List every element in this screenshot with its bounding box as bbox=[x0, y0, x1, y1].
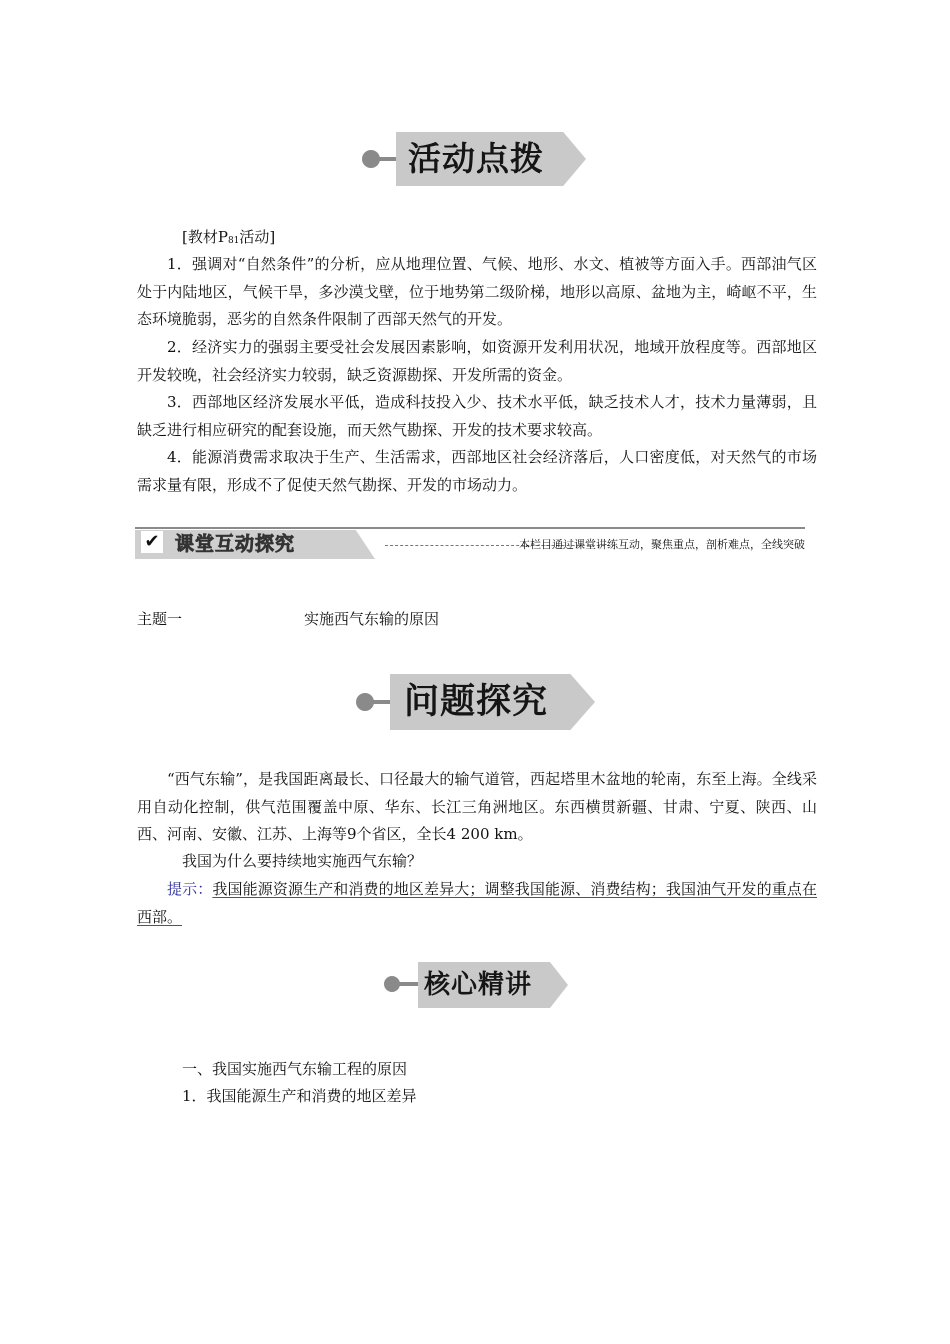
banner-core bbox=[384, 962, 574, 1008]
banner-activity bbox=[362, 132, 592, 186]
activity-source: [教材$P_{81}$活动] bbox=[182, 228, 276, 246]
section-note: 本栏目通过课堂讲练互动，聚焦重点，剖析难点，全线突破 bbox=[519, 538, 805, 551]
question-intro: “西气东输”，是我国距离最长、口径最大的输气道管，西起塔里木盆地的轮南，东至上海。全线采用自动化控制，供气范围覆盖中原、华东、长江三角洲地区。东西横贯新疆、甘肃、宁夏、陕西、山西、河南、安徽、江苏、上海等9个省区，全长4 200 km。 bbox=[137, 770, 817, 843]
banner-label: 核心精讲 bbox=[424, 970, 533, 1000]
activity-paragraph-1: 1．强调对“自然条件”的分析，应从地理位置、气候、地形、水文、植被等方面入手。西部油气区处于内陆地区，气候干旱，多沙漠戈壁，位于地势第二级阶梯，地形以高原、盆地为主，崎岖不平，生态环境脆弱，恶劣的自然条件限制了西部天然气的开发。 bbox=[137, 255, 817, 328]
core-subheading: 1．我国能源生产和消费的地区差异 bbox=[182, 1087, 417, 1105]
core-heading: 一、我国实施西气东输工程的原因 bbox=[182, 1060, 408, 1078]
hint-text: 我国能源资源生产和消费的地区差异大；调整我国能源、消费结构；我国油气开发的重点在西部。 bbox=[137, 880, 817, 926]
activity-paragraph-2: 2．经济实力的强弱主要受社会发展因素影响，如资源开发利用状况，地域开放程度等。西部地区开发较晚，社会经济实力较弱，缺乏资源勘探、开发所需的资金。 bbox=[137, 338, 817, 384]
activity-paragraph-4: 4．能源消费需求取决于生产、生活需求，西部地区社会经济落后，人口密度低，对天然气的市场需求量有限，形成不了促使天然气勘探、开发的市场动力。 bbox=[137, 448, 817, 494]
banner-label: 问题探究 bbox=[404, 682, 549, 722]
section-title: 课堂互动探究 bbox=[175, 533, 296, 555]
banner-label: 活动点拨 bbox=[408, 139, 544, 178]
checkmark-icon: ✔ bbox=[141, 531, 163, 553]
section-bar bbox=[135, 527, 805, 559]
section-rule bbox=[135, 527, 805, 529]
question-ask: 我国为什么要持续地实施西气东输？ bbox=[182, 852, 423, 870]
topic-label: 主题一 bbox=[137, 610, 183, 628]
hint-label: 提示： bbox=[167, 880, 213, 898]
banner-question bbox=[356, 674, 596, 730]
question-hint bbox=[137, 876, 817, 931]
topic-title: 实施西气东输的原因 bbox=[304, 610, 440, 628]
activity-paragraph-3: 3．西部地区经济发展水平低，造成科技投入少、技术水平低，缺乏技术人才，技术力量薄弱，且缺乏进行相应研究的配套设施，而天然气勘探、开发的技术要求较高。 bbox=[137, 393, 817, 439]
